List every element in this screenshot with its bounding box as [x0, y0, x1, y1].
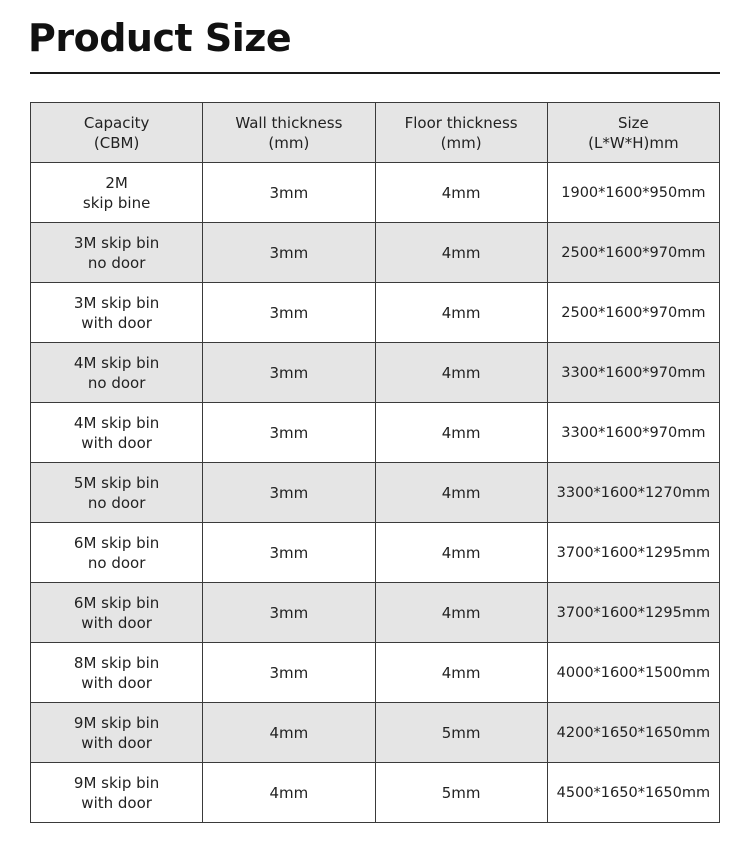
capacity-cell: 9M skip bin with door — [31, 703, 203, 763]
table-row — [31, 643, 720, 703]
floor-thickness-cell: 4mm — [375, 163, 547, 223]
size-cell: 2500*1600*970mm — [547, 283, 719, 343]
table-row — [31, 223, 720, 283]
wall-thickness-cell: 3mm — [203, 283, 375, 343]
table-row — [31, 343, 720, 403]
capacity-cell: 3M skip bin with door — [31, 283, 203, 343]
wall-thickness-cell: 3mm — [203, 463, 375, 523]
table-row — [31, 763, 720, 823]
capacity-cell: 9M skip bin with door — [31, 763, 203, 823]
capacity-cell: 2M skip bine — [31, 163, 203, 223]
wall-thickness-cell: 3mm — [203, 343, 375, 403]
size-cell: 4000*1600*1500mm — [547, 643, 719, 703]
wall-thickness-cell: 4mm — [203, 763, 375, 823]
size-cell: 4200*1650*1650mm — [547, 703, 719, 763]
table-row — [31, 283, 720, 343]
wall-thickness-cell: 4mm — [203, 703, 375, 763]
size-cell: 4500*1650*1650mm — [547, 763, 719, 823]
product-size-table — [30, 102, 720, 823]
size-cell: 3300*1600*970mm — [547, 343, 719, 403]
column-header-size: Size (L*W*H)mm — [547, 103, 719, 163]
floor-thickness-cell: 4mm — [375, 223, 547, 283]
capacity-cell: 6M skip bin no door — [31, 523, 203, 583]
table-header-row — [31, 103, 720, 163]
table-row — [31, 523, 720, 583]
size-cell: 1900*1600*950mm — [547, 163, 719, 223]
floor-thickness-cell: 4mm — [375, 403, 547, 463]
floor-thickness-cell: 4mm — [375, 343, 547, 403]
wall-thickness-cell: 3mm — [203, 523, 375, 583]
floor-thickness-cell: 5mm — [375, 703, 547, 763]
wall-thickness-cell: 3mm — [203, 163, 375, 223]
floor-thickness-cell: 5mm — [375, 763, 547, 823]
size-cell: 3700*1600*1295mm — [547, 523, 719, 583]
capacity-cell: 6M skip bin with door — [31, 583, 203, 643]
table-row — [31, 403, 720, 463]
floor-thickness-cell: 4mm — [375, 643, 547, 703]
title-divider — [30, 72, 720, 74]
table-row — [31, 163, 720, 223]
size-cell: 3300*1600*970mm — [547, 403, 719, 463]
column-header-wall-thickness: Wall thickness (mm) — [203, 103, 375, 163]
table-row — [31, 703, 720, 763]
table-row — [31, 583, 720, 643]
column-header-capacity: Capacity (CBM) — [31, 103, 203, 163]
table-row — [31, 463, 720, 523]
floor-thickness-cell: 4mm — [375, 583, 547, 643]
page-title: Product Size — [28, 16, 292, 60]
wall-thickness-cell: 3mm — [203, 223, 375, 283]
column-header-floor-thickness: Floor thickness (mm) — [375, 103, 547, 163]
wall-thickness-cell: 3mm — [203, 643, 375, 703]
floor-thickness-cell: 4mm — [375, 523, 547, 583]
capacity-cell: 4M skip bin no door — [31, 343, 203, 403]
floor-thickness-cell: 4mm — [375, 283, 547, 343]
capacity-cell: 8M skip bin with door — [31, 643, 203, 703]
capacity-cell: 3M skip bin no door — [31, 223, 203, 283]
size-cell: 3300*1600*1270mm — [547, 463, 719, 523]
capacity-cell: 5M skip bin no door — [31, 463, 203, 523]
wall-thickness-cell: 3mm — [203, 583, 375, 643]
floor-thickness-cell: 4mm — [375, 463, 547, 523]
size-cell: 2500*1600*970mm — [547, 223, 719, 283]
capacity-cell: 4M skip bin with door — [31, 403, 203, 463]
size-cell: 3700*1600*1295mm — [547, 583, 719, 643]
wall-thickness-cell: 3mm — [203, 403, 375, 463]
